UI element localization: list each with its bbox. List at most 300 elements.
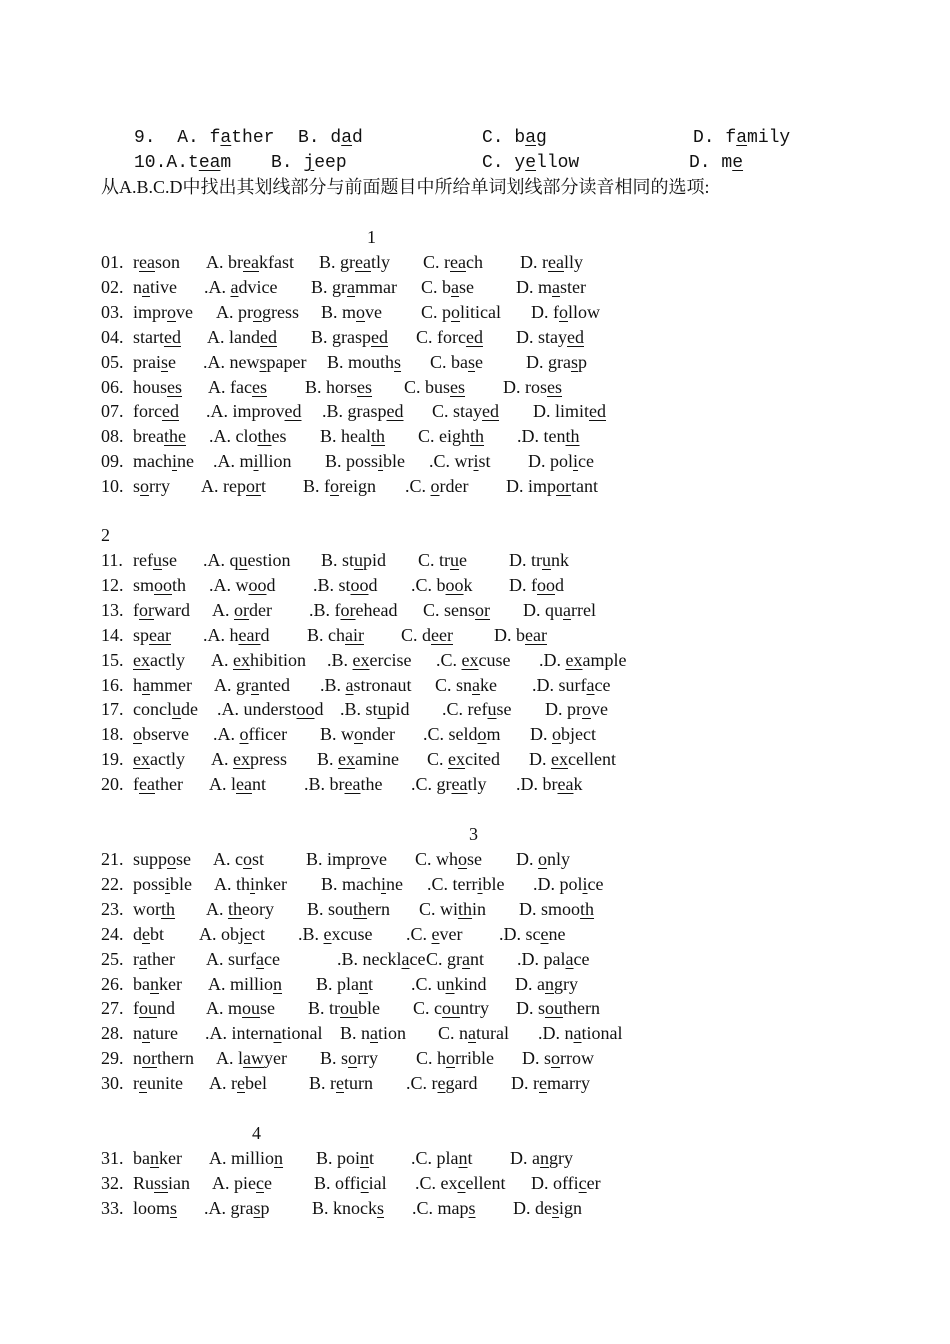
underlined-letters: o [330, 476, 339, 496]
word-part: gard [445, 1073, 478, 1093]
word-part: C. n [438, 1023, 469, 1043]
word-part: C. b [421, 277, 452, 297]
option-a [208, 974, 282, 994]
word-part: .A. q [203, 550, 239, 570]
underlined-letters: a [472, 675, 481, 695]
question-number: 24. [101, 924, 124, 944]
word-part: .D. pal [517, 949, 566, 969]
word-part: A. th [214, 874, 250, 894]
word-part: ce [587, 874, 604, 894]
word-part: rder [439, 476, 469, 496]
question-word [133, 277, 177, 297]
question-word [133, 675, 192, 695]
word-part: .B. st [313, 575, 351, 595]
underlined-letters: ea [139, 774, 155, 794]
underlined-letters: or [245, 476, 261, 496]
word-part: cuse [478, 650, 511, 670]
option-d [516, 998, 600, 1018]
option-c [411, 974, 487, 994]
underlined-letters: o [133, 724, 142, 744]
word-part: C. b [482, 128, 526, 148]
underlined-letters: i [381, 874, 387, 894]
option-a [203, 625, 269, 645]
underlined-letters: o [243, 849, 252, 869]
option-d [516, 849, 570, 869]
option-c [423, 600, 490, 620]
option-parts [134, 153, 231, 173]
option-c [418, 426, 484, 446]
option-c [432, 401, 499, 421]
option-b [322, 401, 404, 421]
question-word [133, 352, 176, 372]
question-number: 22. [101, 874, 124, 894]
question-number: 23. [101, 899, 124, 919]
word-part: xcuse [331, 924, 373, 944]
word-part: f [133, 600, 139, 620]
word-part: sp [133, 625, 150, 645]
option-c [442, 699, 511, 719]
word-part: e [475, 352, 484, 372]
word-part: pid [363, 550, 387, 570]
underlined-letters: ea [139, 252, 155, 272]
option-a [203, 550, 291, 570]
option-d [523, 600, 596, 620]
option-a [213, 724, 287, 744]
option-b [320, 724, 395, 744]
word-part: son [154, 252, 180, 272]
question-number: 21. [101, 849, 124, 869]
word-part: bject [561, 724, 596, 744]
word-part: B. gr [319, 252, 355, 272]
underlined-letters: oo [350, 575, 369, 595]
question-number: 11. [101, 550, 123, 570]
question-word [133, 1023, 178, 1043]
question-word [133, 575, 186, 595]
word-part: tion [378, 1023, 407, 1043]
word-part: r [133, 949, 139, 969]
word-part: supp [133, 849, 168, 869]
option-d [526, 352, 587, 372]
underlined-letters: e [431, 924, 440, 944]
option-b [309, 600, 397, 620]
word-part: ct [252, 924, 265, 944]
option-b [340, 699, 410, 719]
word-part: 10.A.t [134, 153, 199, 173]
question-word [133, 625, 171, 645]
question-number: 25. [101, 949, 124, 969]
word-part: A. l [209, 774, 236, 794]
word-part: ther [154, 774, 183, 794]
word-part: .D. [539, 650, 566, 670]
option-d [499, 924, 566, 944]
word-part: .B. [298, 924, 324, 944]
question-number: 18. [101, 724, 124, 744]
underlined-letters: n [274, 1148, 284, 1168]
underlined-letters: u [450, 550, 460, 570]
word-part: B. mouth [327, 352, 395, 372]
word-part: D. r [511, 1073, 539, 1093]
underlined-letters: a [273, 1023, 282, 1043]
underlined-letters: ea [198, 153, 221, 173]
word-part: .A. [213, 724, 240, 744]
underlined-letters: ex [338, 749, 356, 769]
underlined-letters: the [163, 426, 186, 446]
option-d [545, 699, 608, 719]
option-a [203, 352, 307, 372]
word-part: tly [467, 774, 487, 794]
word-part: B. s [320, 1048, 349, 1068]
underlined-letters: ss [154, 1173, 169, 1193]
underlined-letters: s [253, 1198, 261, 1218]
option-d [516, 774, 582, 794]
question-number: 28. [101, 1023, 124, 1043]
question-number: 04. [101, 327, 124, 347]
word-part: .C. terr [427, 874, 478, 894]
question-number: 29. [101, 1048, 124, 1068]
word-part: s [133, 476, 141, 496]
word-part: A. rep [201, 476, 246, 496]
option-b [298, 924, 373, 944]
option-d [533, 874, 604, 894]
word-part: .C. seld [423, 724, 478, 744]
word-part: dvice [238, 277, 278, 297]
word-part: A. [211, 650, 233, 670]
question-word [133, 1173, 190, 1193]
option-d [520, 252, 583, 272]
underlined-letters: n [545, 974, 554, 994]
word-part: ve [365, 302, 383, 322]
word-part: ample [582, 650, 627, 670]
word-part: C. p [421, 302, 452, 322]
question-word [133, 426, 186, 446]
option-b [327, 352, 401, 372]
underlined-letters: ea [450, 252, 466, 272]
word-part: concl [133, 699, 172, 719]
word-part: bserve [142, 724, 189, 744]
word-part: ref [133, 550, 153, 570]
underlined-letters: ed [589, 401, 607, 421]
underlined-letters: ex [551, 749, 568, 769]
word-part: hous [133, 377, 168, 397]
word-part: B. d [298, 128, 342, 148]
word-part: rrel [571, 600, 596, 620]
underlined-letters: j [303, 153, 315, 173]
word-part: t [369, 1148, 375, 1168]
option-c [421, 302, 501, 322]
option-c [412, 1198, 476, 1218]
word-part: rry [357, 1048, 379, 1068]
word-part: .A. clo [209, 426, 258, 446]
option-a [206, 949, 280, 969]
option-c [427, 874, 505, 894]
underlined-letters: n [458, 1148, 468, 1168]
word-part: tive [150, 277, 177, 297]
underlined-letters: n [445, 974, 455, 994]
word-part: .C. [406, 924, 432, 944]
word-part: r [133, 1073, 139, 1093]
question-number: 05. [101, 352, 124, 372]
underlined-letters: ea [236, 774, 252, 794]
word-part: es [271, 426, 287, 446]
underlined-letters: e [237, 1073, 245, 1093]
underlined-letters: th [580, 899, 595, 919]
underlined-letters: i [582, 874, 588, 894]
word-part: D. stay [516, 327, 567, 347]
word-part: ian [168, 1173, 191, 1193]
word-part: D. imp [506, 476, 557, 496]
question-word [133, 550, 177, 570]
word-part: B. r [309, 1073, 336, 1093]
option-a [211, 650, 306, 670]
word-part: ther [231, 128, 275, 148]
option-c [438, 1023, 509, 1043]
word-part: gry [549, 1148, 573, 1168]
word-part: mmer [150, 675, 192, 695]
underlined-letters: ed [386, 401, 404, 421]
underlined-letters: o [551, 1048, 561, 1068]
section-number: 4 [252, 1123, 261, 1143]
underlined-letters: es [357, 377, 373, 397]
word-part: d [352, 128, 363, 148]
question-number: 14. [101, 625, 124, 645]
underlined-letters: ear [525, 625, 547, 645]
underlined-letters: o [552, 724, 561, 744]
underlined-letters: a [563, 600, 571, 620]
underlined-letters: a [256, 949, 264, 969]
underlined-letters: n [359, 974, 368, 994]
word-part: D. m [689, 153, 733, 173]
option-b [298, 128, 363, 148]
underlined-letters: es [547, 377, 562, 397]
underlined-letters: es [167, 377, 183, 397]
word-part: f [133, 998, 139, 1018]
option-b [311, 327, 388, 347]
word-part: cited [465, 749, 500, 769]
underlined-letters: ea [557, 774, 574, 794]
word-part: ble [170, 874, 193, 894]
underlined-letters: ex [233, 650, 250, 670]
underlined-letters: s [259, 352, 267, 372]
word-part: unite [147, 1073, 183, 1093]
question-word [133, 974, 182, 994]
word-part: A. millio [208, 974, 274, 994]
underlined-letters: e [732, 153, 744, 173]
option-c [423, 252, 483, 272]
option-b [337, 949, 425, 969]
word-part: der [249, 600, 272, 620]
underlined-letters: ed [371, 327, 388, 347]
underlined-letters: n [540, 1148, 549, 1168]
word-part: reign [339, 476, 376, 496]
word-part: .D. n [538, 1023, 574, 1043]
underlined-letters: o [354, 724, 364, 744]
option-b [307, 899, 390, 919]
underlined-letters: o [446, 1048, 456, 1068]
underlined-letters: s [394, 352, 402, 372]
underlined-letters: ex [565, 650, 583, 670]
underlined-letters: ex [133, 650, 150, 670]
option-d [510, 1148, 573, 1168]
underlined-letters: s [552, 1198, 560, 1218]
word-part: .D. pol [533, 874, 583, 894]
underlined-letters: e [539, 1073, 547, 1093]
word-part: A. m [206, 998, 242, 1018]
underlined-letters: u [238, 550, 248, 570]
underlined-letters: e [142, 924, 150, 944]
word-part: e [264, 1173, 272, 1193]
word-part: tional [281, 1023, 323, 1043]
underlined-letters: i [473, 451, 479, 471]
underlined-letters: a [230, 277, 239, 297]
underlined-letters: o [239, 724, 249, 744]
option-c [426, 949, 484, 969]
option-b [319, 252, 390, 272]
word-part: th [172, 575, 187, 595]
word-part: poss [133, 874, 166, 894]
word-part: yer [264, 1048, 287, 1068]
option-c [411, 774, 487, 794]
option-c [430, 352, 483, 372]
option-c [404, 377, 465, 397]
word-part: e [459, 550, 468, 570]
word-part: A. [211, 749, 233, 769]
word-part: se [496, 699, 512, 719]
option-c [416, 327, 483, 347]
word-part: amine [355, 749, 399, 769]
option-c [413, 998, 489, 1018]
word-part: actly [150, 650, 185, 670]
word-part: C. d [401, 625, 432, 645]
underlined-letters: o [140, 476, 150, 496]
underlined-letters: a [586, 675, 595, 695]
underlined-letters: e [139, 1073, 147, 1093]
underlined-letters: s [570, 352, 578, 372]
word-part: D. r [520, 252, 548, 272]
option-b [317, 749, 399, 769]
option-c [411, 575, 473, 595]
word-part: .D. br [516, 774, 558, 794]
word-part: ne [177, 451, 194, 471]
word-part: B. f [303, 476, 330, 496]
word-part: C. stay [432, 401, 483, 421]
option-c [418, 550, 467, 570]
option-b [304, 774, 382, 794]
word-part: C. r [423, 252, 450, 272]
word-part: D. a [510, 1148, 540, 1168]
word-part: B. offi [314, 1173, 361, 1193]
underlined-letters: ea [243, 252, 259, 272]
underlined-letters: a [142, 675, 150, 695]
option-a [207, 327, 277, 347]
word-part: ial [368, 1173, 387, 1193]
underlined-letters: u [487, 699, 497, 719]
underlined-letters: a [345, 675, 354, 695]
underlined-letters: a [370, 1023, 379, 1043]
word-part: n [133, 1048, 142, 1068]
underlined-letters: th [458, 899, 473, 919]
word-part: se [260, 998, 275, 1018]
underlined-letters: i [171, 451, 177, 471]
word-part: .A. m [213, 451, 254, 471]
option-a [217, 699, 324, 719]
option-d [533, 401, 606, 421]
question-word [133, 849, 191, 869]
underlined-letters: oo [248, 575, 267, 595]
word-part: ver [439, 924, 463, 944]
word-part: B. sou [307, 899, 354, 919]
question-number: 13. [101, 600, 124, 620]
word-part: C. wh [415, 849, 459, 869]
word-part: B. n [340, 1023, 371, 1043]
option-b [316, 1148, 374, 1168]
underlined-letters: a [462, 949, 470, 969]
word-part: A. surf [206, 949, 256, 969]
option-b [321, 302, 382, 322]
option-a [204, 277, 277, 297]
word-part: B. poi [316, 1148, 361, 1168]
word-part: marry [547, 1073, 590, 1093]
word-part: B. mach [321, 874, 381, 894]
underlined-letters: u [354, 550, 364, 570]
underlined-letters: ea [451, 774, 468, 794]
question-word [133, 302, 193, 322]
underlined-letters: e [437, 1073, 446, 1093]
word-part: ker [159, 1148, 182, 1168]
option-c [406, 924, 463, 944]
word-part: .B. [320, 675, 346, 695]
underlined-letters: ear [149, 625, 171, 645]
option-a [206, 998, 275, 1018]
word-part: D. offi [531, 1173, 579, 1193]
underlined-letters: a [525, 128, 537, 148]
word-part: B. pla [316, 974, 359, 994]
question-word [133, 749, 185, 769]
underlined-letters: a [251, 675, 259, 695]
underlined-letters: es [251, 377, 267, 397]
word-part: eep [314, 153, 347, 173]
option-d [539, 650, 626, 670]
option-a [212, 1173, 272, 1193]
option-d [689, 153, 743, 173]
option-parts [134, 128, 274, 148]
word-part: rrible [455, 1048, 494, 1068]
underlined-letters: e [525, 153, 537, 173]
word-part: ther [147, 949, 175, 969]
underlined-letters: ed [161, 401, 179, 421]
word-part: C. y [482, 153, 526, 173]
underlined-letters: a [468, 1023, 477, 1043]
word-part: .B. grasp [322, 401, 387, 421]
word-part: se [161, 550, 177, 570]
word-part: B. [317, 749, 339, 769]
underlined-letters: ou [139, 998, 157, 1018]
underlined-letters: a [139, 949, 147, 969]
question-word [133, 476, 170, 496]
option-c [405, 476, 469, 496]
underlined-letters: ea [344, 774, 361, 794]
option-a [205, 1023, 322, 1043]
word-part: forc [133, 401, 162, 421]
word-part: A. br [206, 252, 243, 272]
word-part: .C. ex [415, 1173, 458, 1193]
underlined-letters: th [565, 426, 580, 446]
word-part: bt [150, 924, 165, 944]
option-d [516, 327, 584, 347]
word-part: ce [409, 949, 426, 969]
word-part: tural [476, 1023, 510, 1043]
question-number: 09. [101, 451, 124, 471]
option-c [429, 451, 491, 471]
